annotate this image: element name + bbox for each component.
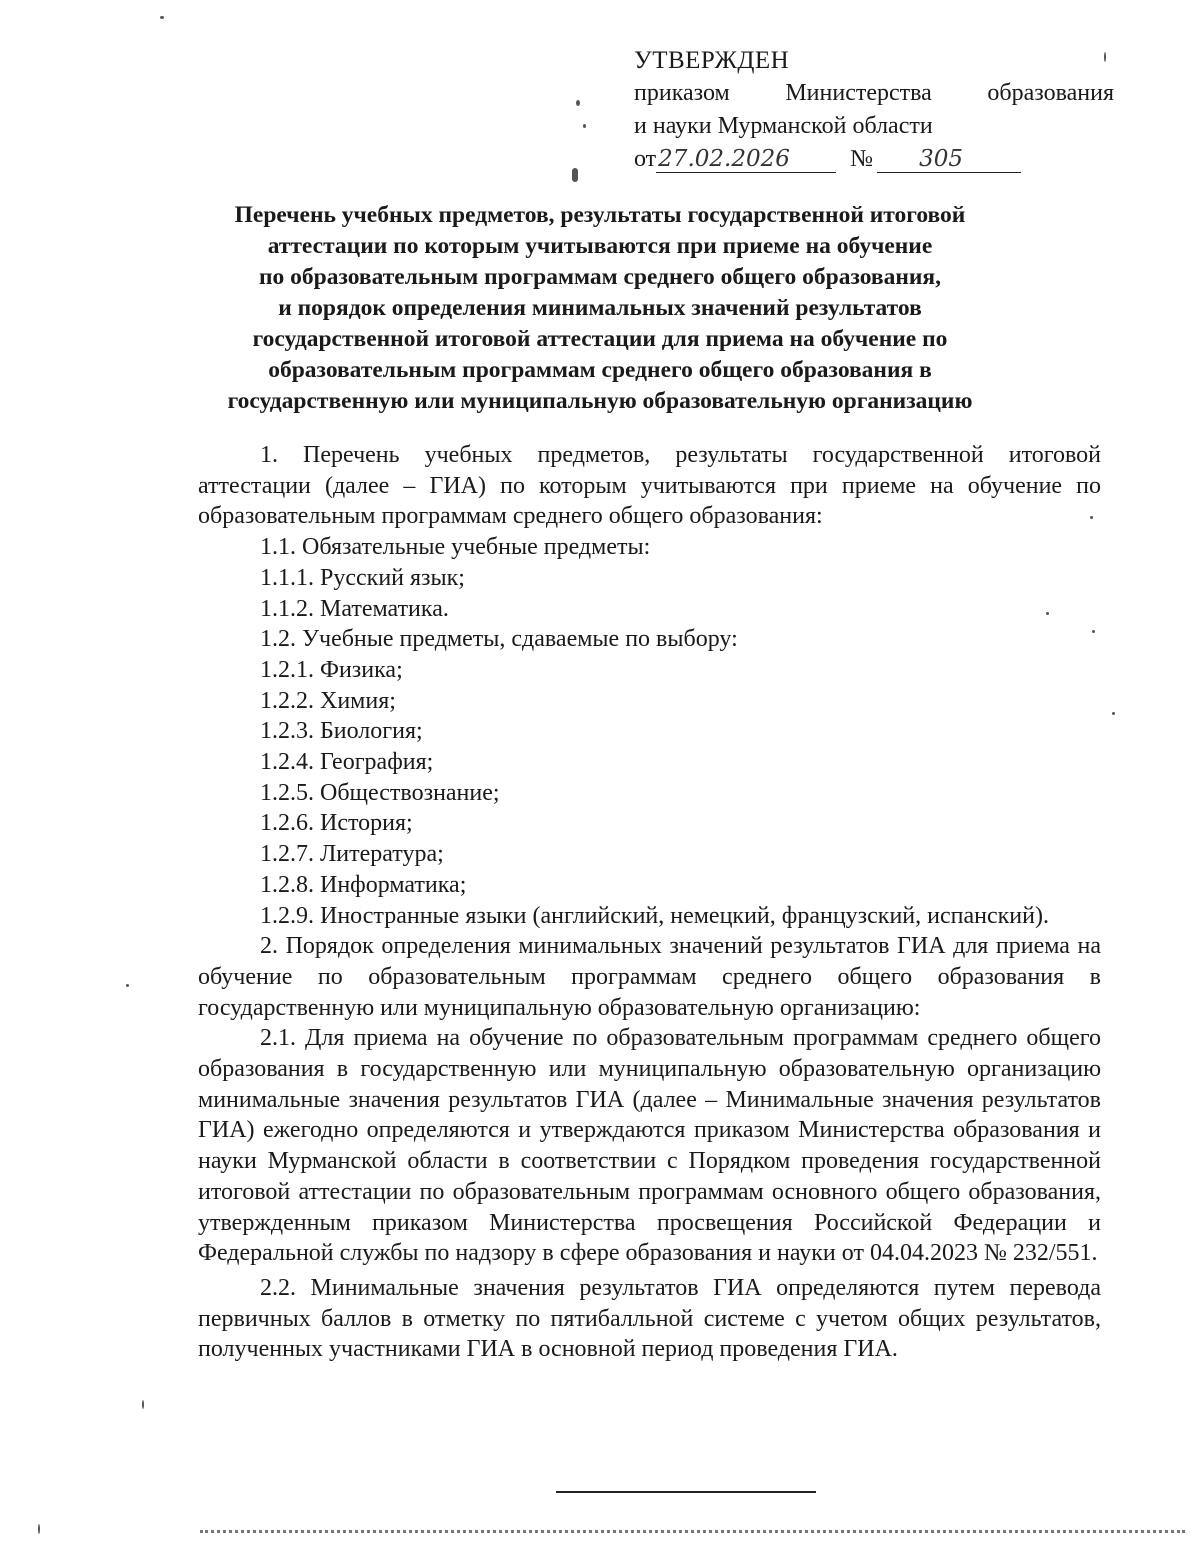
scan-speck	[142, 1400, 144, 1409]
elective-subject-item: 1.2.1. Физика;	[260, 656, 403, 683]
approval-date-line	[634, 143, 1114, 176]
closing-rule	[556, 1491, 816, 1493]
elective-subject-item: 1.2.7. Литература;	[260, 841, 444, 868]
title-line: аттестации по которым учитываются при приеме на обучение	[267, 233, 933, 259]
approval-heading: УТВЕРЖДЕН	[634, 47, 790, 74]
date-prefix: от	[634, 146, 657, 172]
title-line: государственную или муниципальную образовательную организацию	[227, 388, 973, 414]
scan-speck	[1112, 712, 1115, 715]
handwritten-number: 305	[877, 146, 1021, 173]
scan-speck	[572, 168, 578, 182]
document-body	[198, 440, 1101, 1365]
section-1-intro: 1. Перечень учебных предметов, результаты государственной итоговой аттестации (далее – ГИА) по которым учитываются при приеме на обучение по образовательным программам среднего общего образования:	[198, 442, 1101, 530]
scan-speck	[126, 984, 129, 987]
elective-subject-item: 1.2.4. География;	[260, 749, 434, 776]
scan-speck	[1104, 52, 1106, 62]
document-title	[180, 200, 1020, 417]
mandatory-subjects-heading: 1.1. Обязательные учебные предметы:	[260, 534, 651, 561]
foreign-languages-item: 1.2.9. Иностранные языки (английский, немецкий, французский, испанский).	[260, 902, 1049, 929]
elective-subject-item: 1.2.6. История;	[260, 810, 413, 837]
elective-subject-item: 1.2.2. Химия;	[260, 687, 396, 714]
approval-block	[634, 44, 1114, 176]
title-line: образовательным программам среднего общего образования в	[268, 357, 932, 383]
scan-speck	[576, 100, 580, 106]
scan-speck	[1092, 630, 1095, 633]
number-label: №	[850, 146, 874, 172]
scan-speck	[1046, 612, 1049, 615]
paragraph-2-1: 2.1. Для приема на обучение по образовательным программам среднего общего образования в государственную или муниципальную образовательную организацию минимальные значения результатов ГИА (далее – Минимальные значения результатов ГИА) ежегодно определяются и утверждаются приказом Министерства образования и науки Мурманской области в соответствии с Порядком проведения государственной итоговой аттестации по образовательным программам основного общего образования, утвержденным приказом Министерства просвещения Российской Федерации и Федеральной службы по надзору в сфере образования и науки от 04.04.2023 № 232/551.	[198, 1025, 1101, 1267]
title-line: и порядок определения минимальных значений результатов	[278, 295, 922, 321]
elective-subjects-heading: 1.2. Учебные предметы, сдаваемые по выбору:	[260, 626, 738, 653]
scan-edge-noise	[200, 1530, 1185, 1533]
title-line: по образовательным программам среднего общего образования,	[258, 264, 942, 290]
approval-ministry-line: и науки Мурманской области	[634, 113, 933, 139]
handwritten-date: 27.02.2026	[656, 146, 836, 173]
section-2-intro: 2. Порядок определения минимальных значений результатов ГИА для приема на обучение по образовательным программам среднего общего образования в государственную или муниципальную образовательную организацию:	[198, 933, 1101, 1021]
scan-speck	[583, 124, 586, 128]
elective-subject-item: 1.2.3. Биология;	[260, 718, 423, 745]
approval-order-line: приказом Министерства образования	[634, 80, 1114, 106]
mandatory-subject-item: 1.1.2. Математика.	[260, 595, 449, 622]
paragraph-2-2: 2.2. Минимальные значения результатов ГИА определяются путем перевода первичных баллов в отметку по пятибалльной системе с учетом общих результатов, полученных участниками ГИА в основной период проведения ГИА.	[198, 1274, 1101, 1363]
title-line: Перечень учебных предметов, результаты государственной итоговой	[234, 202, 966, 228]
scan-speck	[38, 1524, 40, 1534]
elective-subject-item: 1.2.5. Обществознание;	[260, 779, 500, 806]
scan-speck	[160, 16, 164, 19]
mandatory-subject-item: 1.1.1. Русский язык;	[260, 564, 465, 591]
scan-speck	[1090, 516, 1093, 519]
title-line: государственной итоговой аттестации для приема на обучение по	[252, 326, 948, 352]
elective-subject-item: 1.2.8. Информатика;	[260, 871, 467, 898]
